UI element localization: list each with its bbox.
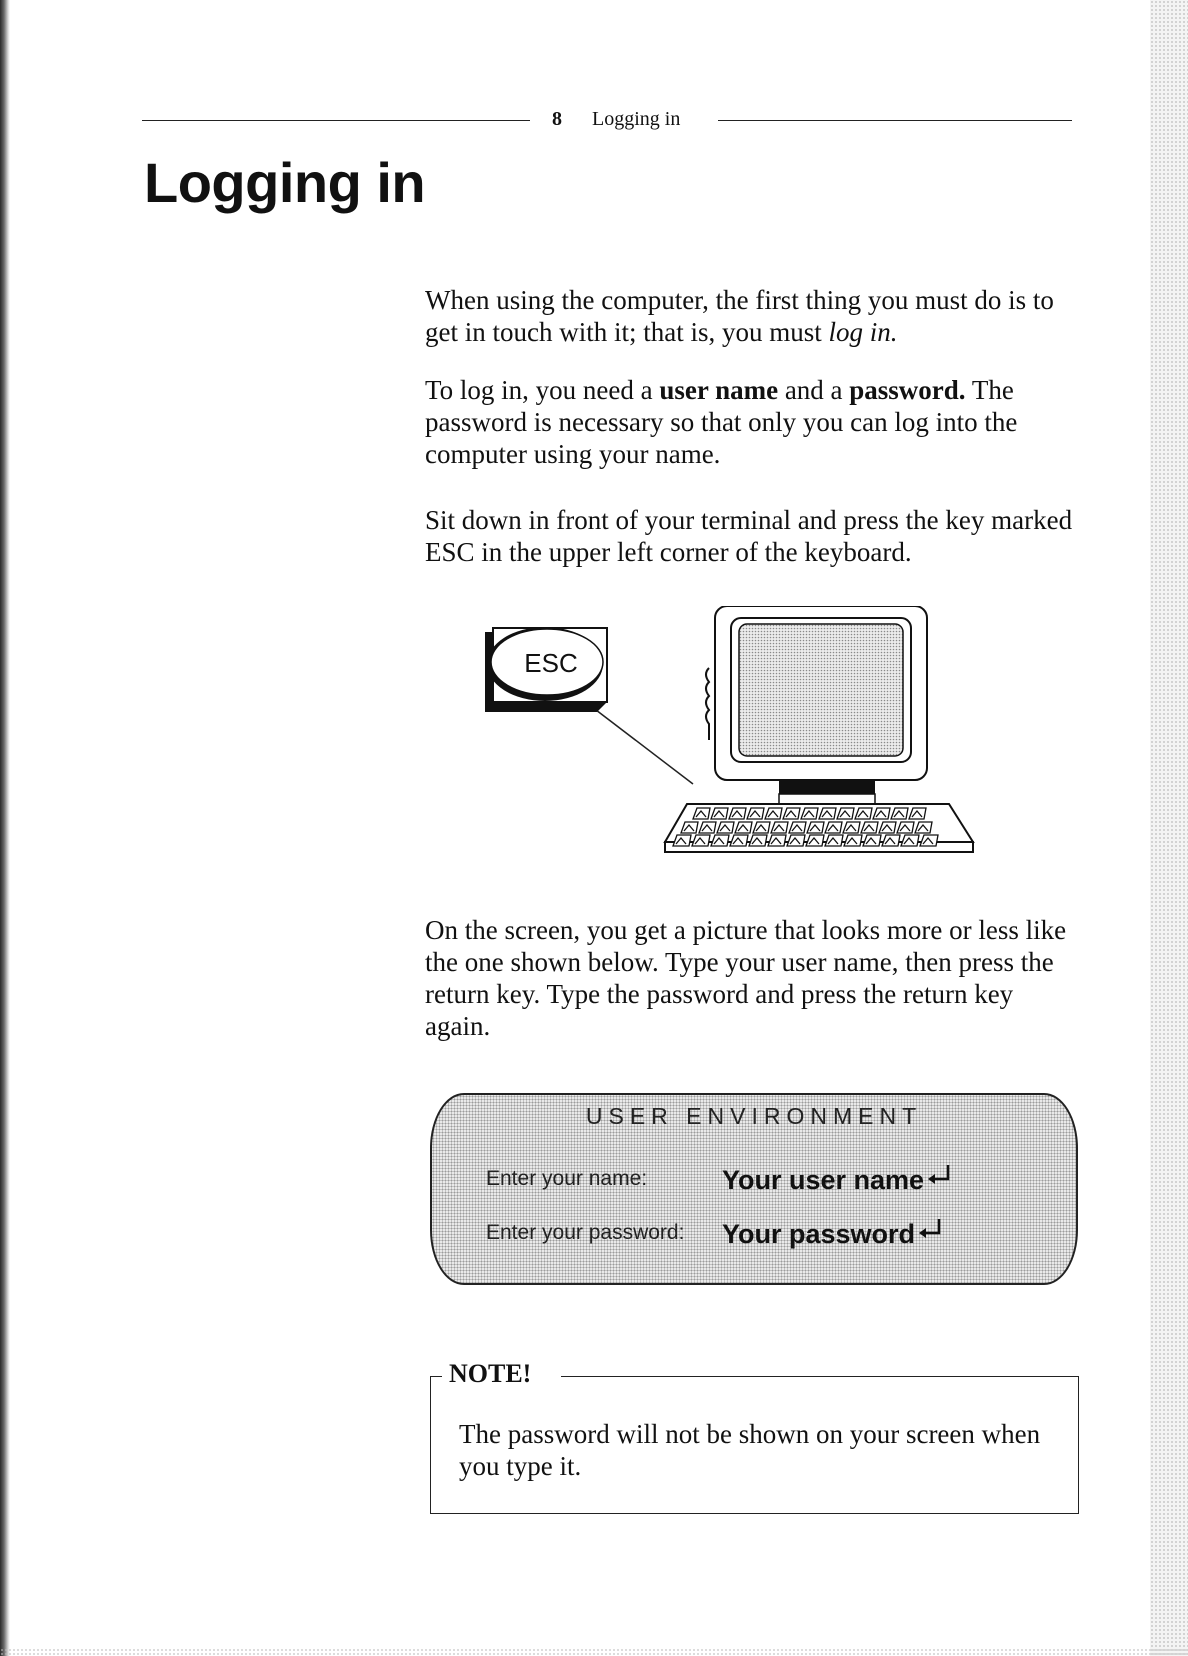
note-heading: NOTE!: [449, 1359, 532, 1388]
scan-edge-left: [0, 0, 10, 1656]
screen-instruction-paragraph: On the screen, you get a picture that looks more or less like the one shown below. Type your user name, then press the return key. Type the password and press the return key again.: [425, 915, 1067, 1041]
header-section-title: Logging in: [592, 108, 681, 130]
intro-text: When using the computer, the first thing you must do is to get in touch with it; that is, you must: [425, 285, 1054, 347]
note-body: The password will not be shown on your screen when you type it.: [459, 1419, 1041, 1481]
login-screen-title: USER ENVIRONMENT: [585, 1103, 923, 1129]
keyboard-icon: [665, 804, 973, 852]
credentials-text-3: The password is necessary so that only you can log into the computer using your name.: [425, 375, 1018, 469]
password-field-value: [722, 1215, 943, 1250]
note-box: [430, 1359, 1079, 1514]
running-header: [142, 106, 1072, 134]
intro-paragraph: [425, 284, 1075, 348]
scan-edge-bottom: [0, 1648, 1188, 1656]
header-rule-right: [718, 120, 1072, 121]
name-value-text: Your user name: [722, 1165, 925, 1195]
esc-key-icon: [485, 627, 607, 712]
terminal-illustration: [475, 606, 1035, 876]
login-screen-illustration: [430, 1093, 1078, 1285]
password-term: password.: [849, 375, 966, 405]
return-key-icon: [926, 1161, 952, 1192]
name-field-value: [722, 1161, 952, 1196]
user-name-term: user name: [659, 375, 779, 405]
password-field-label: Enter your password:: [486, 1221, 685, 1244]
esc-instruction-paragraph: Sit down in front of your terminal and press the key marked ESC in the upper left corner of the keyboard.: [425, 505, 1073, 567]
esc-key-label: ESC: [524, 648, 578, 678]
credentials-text-1: To log in, you need a: [425, 375, 660, 405]
return-key-icon: [917, 1215, 943, 1246]
scan-edge-right: [1150, 0, 1188, 1656]
credentials-text-2: and a: [778, 375, 850, 405]
name-field-label: Enter your name:: [486, 1167, 648, 1190]
page-number: 8: [552, 108, 562, 130]
computer-terminal-icon: [706, 606, 927, 804]
header-rule-left: [142, 120, 530, 121]
page-title: Logging in: [144, 151, 426, 214]
credentials-paragraph: [425, 374, 1075, 470]
password-value-text: Your password: [722, 1219, 916, 1249]
intro-emphasis: log in.: [828, 317, 898, 347]
